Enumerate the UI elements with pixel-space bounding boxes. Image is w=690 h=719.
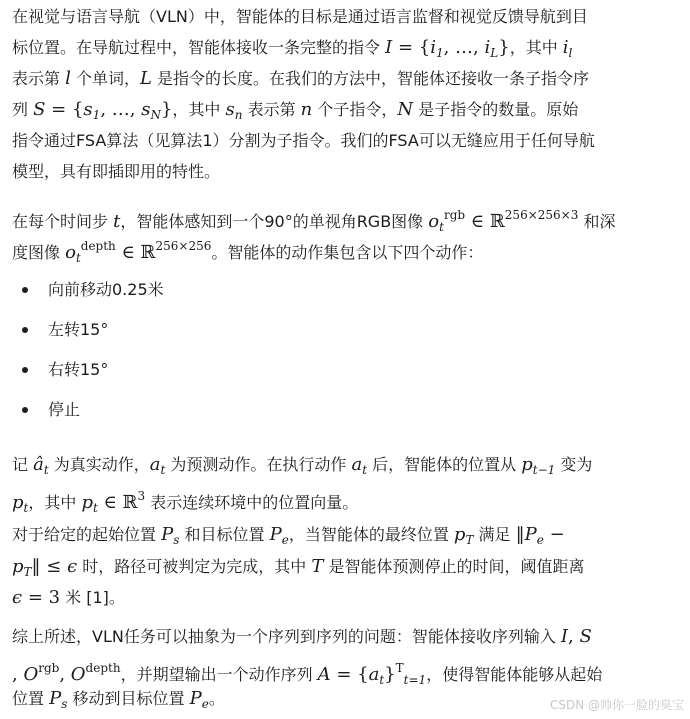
- math-run: T: [395, 661, 404, 675]
- math-run: t: [75, 251, 81, 265]
- text-run: ，使得智能体能够从起始: [426, 665, 603, 684]
- text-run: 在每个时间步: [12, 212, 114, 231]
- math-run: 1: [435, 46, 444, 60]
- math-run: o: [428, 211, 440, 232]
- text-run: 在视觉与语言导航（VLN）中，智能体的目标是通过语言监督和视觉反馈导航到目: [12, 7, 588, 26]
- math-run: i: [562, 37, 569, 58]
- math-run: 3: [137, 489, 146, 503]
- text-run: 和深: [578, 212, 616, 231]
- text-run: 满足: [473, 525, 516, 544]
- math-run: O: [23, 664, 39, 685]
- math-run: rgb: [38, 661, 60, 675]
- text-run: 记: [12, 455, 34, 474]
- math-run: = {: [330, 664, 369, 685]
- text-run: 个子指令，: [312, 100, 398, 119]
- math-run: L: [490, 46, 499, 60]
- math-run: L: [139, 68, 152, 89]
- math-run: s: [225, 99, 235, 120]
- math-run: P: [189, 688, 202, 709]
- math-run: i: [484, 37, 491, 58]
- math-run: ∈ ℝ: [97, 492, 138, 513]
- text-run: 指令通过FSA算法（见算法1）分割为子指令。我们的FSA可以无缝应用于任何导航: [12, 131, 595, 150]
- text-run: ，其中: [509, 38, 563, 57]
- math-run: a: [149, 454, 161, 475]
- text-line: [12, 450, 592, 480]
- math-run: l: [65, 68, 71, 89]
- text-line: [12, 2, 588, 32]
- math-run: I: [385, 37, 393, 58]
- math-run: s: [83, 99, 93, 120]
- text-line: [12, 583, 125, 613]
- math-run: t: [439, 220, 444, 234]
- math-run: t: [43, 463, 49, 477]
- math-run: t: [92, 501, 98, 515]
- text-run: ，其中: [28, 493, 82, 512]
- text-line: [12, 481, 359, 515]
- math-run: T: [23, 565, 32, 579]
- text-run: 。智能体的动作集包含以下四个动作：: [211, 243, 484, 262]
- text-run: 模型，具有即插即用的特性。: [12, 162, 221, 181]
- text-run: 表示第: [242, 100, 301, 119]
- text-line: [12, 126, 595, 156]
- text-line: [12, 552, 584, 582]
- bullet-icon: [22, 327, 28, 333]
- text-run: 米 [1]。: [60, 588, 125, 607]
- math-run: −: [543, 524, 565, 545]
- text-run: 是子指令的数量。原始: [413, 100, 579, 119]
- math-run: 256×256: [155, 239, 212, 253]
- math-run: depth: [80, 239, 116, 253]
- math-run: t: [379, 673, 385, 687]
- math-run: â: [33, 454, 44, 475]
- math-run: N: [150, 108, 161, 122]
- math-run: P: [524, 524, 537, 545]
- text-line: [12, 231, 484, 265]
- math-run: e: [201, 697, 209, 711]
- math-run: }: [498, 37, 510, 58]
- text-run: 时，路径可被判定为完成，其中: [77, 557, 312, 576]
- text-run: 移动到目标位置: [67, 689, 190, 708]
- math-run: s: [141, 99, 151, 120]
- math-run: = 3: [22, 587, 61, 608]
- math-run: t: [362, 463, 368, 477]
- math-run: ,: [59, 664, 71, 685]
- text-line: [12, 520, 565, 550]
- math-run: t=1: [403, 673, 427, 687]
- math-run: n: [300, 99, 313, 120]
- math-run: A: [317, 664, 331, 685]
- text-run: 对于给定的起始位置: [12, 525, 162, 544]
- math-run: 256×256×3: [504, 208, 579, 222]
- text-run: ，当智能体的最终位置: [288, 525, 454, 544]
- text-line: [12, 157, 220, 187]
- text-run: 度图像: [12, 243, 66, 262]
- math-run: P: [49, 688, 62, 709]
- text-run: 是智能体预测停止的时间，阈值距离: [323, 557, 585, 576]
- action-turn-left: 左转15°: [48, 320, 109, 339]
- math-run: P: [269, 524, 282, 545]
- math-run: p: [12, 556, 24, 577]
- math-run: N: [397, 99, 414, 120]
- math-run: p: [521, 454, 533, 475]
- math-run: S: [579, 626, 592, 647]
- math-run: = {: [45, 99, 84, 120]
- text-run: ，并期望输出一个动作序列: [120, 665, 318, 684]
- text-run: 个单词，: [70, 69, 140, 88]
- math-run: = {: [392, 37, 431, 58]
- math-run: p: [453, 524, 466, 545]
- text-run: 表示连续环境中的位置向量。: [145, 493, 359, 512]
- math-run: t: [23, 501, 29, 515]
- math-run: e: [536, 533, 544, 547]
- bullet-icon: [22, 407, 28, 413]
- math-run: p: [81, 492, 93, 513]
- math-run: O: [70, 664, 86, 685]
- text-run: 是指令的长度。在我们的方法中，智能体还接收一条子指令序: [151, 69, 589, 88]
- math-run: a: [351, 454, 363, 475]
- text-line: [12, 200, 616, 234]
- math-run: ϵ: [67, 556, 78, 577]
- text-run: 列: [12, 100, 34, 119]
- math-run: }: [384, 664, 396, 685]
- math-run: ‖ ≤: [31, 556, 68, 577]
- text-line: [12, 64, 589, 94]
- math-run: ∈ ℝ: [115, 242, 156, 263]
- math-run: ϵ: [12, 587, 23, 608]
- math-run: ,: [12, 664, 24, 685]
- math-run: 1: [92, 108, 101, 122]
- text-line: [12, 95, 578, 125]
- text-line: [12, 622, 592, 652]
- text-run: 位置: [12, 689, 50, 708]
- text-line: [12, 653, 603, 687]
- math-run: a: [368, 664, 380, 685]
- math-run: t: [160, 463, 166, 477]
- math-run: p: [12, 492, 24, 513]
- math-run: P: [161, 524, 174, 545]
- text-line: [12, 33, 572, 63]
- math-run: depth: [85, 661, 121, 675]
- math-run: ,: [568, 626, 580, 647]
- math-run: n: [234, 108, 243, 122]
- text-run: 为预测动作。在执行动作: [165, 455, 352, 474]
- text-run: 为真实动作，: [48, 455, 150, 474]
- action-stop: 停止: [48, 400, 81, 419]
- bullet-icon: [22, 287, 28, 293]
- math-run: s: [173, 533, 180, 547]
- bullet-icon: [22, 367, 28, 373]
- math-run: t: [113, 211, 121, 232]
- text-run: 。: [208, 689, 225, 708]
- math-run: i: [430, 37, 436, 58]
- text-line: [12, 684, 225, 714]
- text-run: 标位置。在导航过程中，智能体接收一条完整的指令: [12, 38, 386, 57]
- math-run: s: [61, 697, 68, 711]
- text-run: 后，智能体的位置从: [367, 455, 522, 474]
- math-run: ∈ ℝ: [465, 211, 505, 232]
- action-turn-right: 右转15°: [48, 360, 109, 379]
- math-run: T: [465, 533, 474, 547]
- text-run: 综上所述，VLN任务可以抽象为一个序列到序列的问题：智能体接收序列输入: [12, 627, 561, 646]
- math-run: S: [33, 99, 46, 120]
- math-run: ‖: [515, 524, 525, 545]
- action-move-forward: 向前移动0.25米: [48, 280, 164, 299]
- text-run: 和目标位置: [179, 525, 270, 544]
- math-run: l: [568, 46, 573, 60]
- math-run: e: [281, 533, 289, 547]
- text-run: 变为: [555, 455, 593, 474]
- text-run: ，其中: [172, 100, 226, 119]
- math-run: rgb: [443, 208, 466, 222]
- math-run: }: [160, 99, 173, 120]
- text-run: 表示第: [12, 69, 66, 88]
- math-run: , …,: [443, 37, 485, 58]
- math-run: T: [311, 556, 324, 577]
- text-run: ，智能体感知到一个90°的单视角RGB图像: [120, 212, 429, 231]
- math-run: t−1: [532, 463, 556, 477]
- math-run: o: [65, 242, 76, 263]
- math-run: I: [560, 626, 569, 647]
- watermark: CSDN @帅你一脸的臭宝: [549, 698, 684, 712]
- math-run: , …,: [100, 99, 142, 120]
